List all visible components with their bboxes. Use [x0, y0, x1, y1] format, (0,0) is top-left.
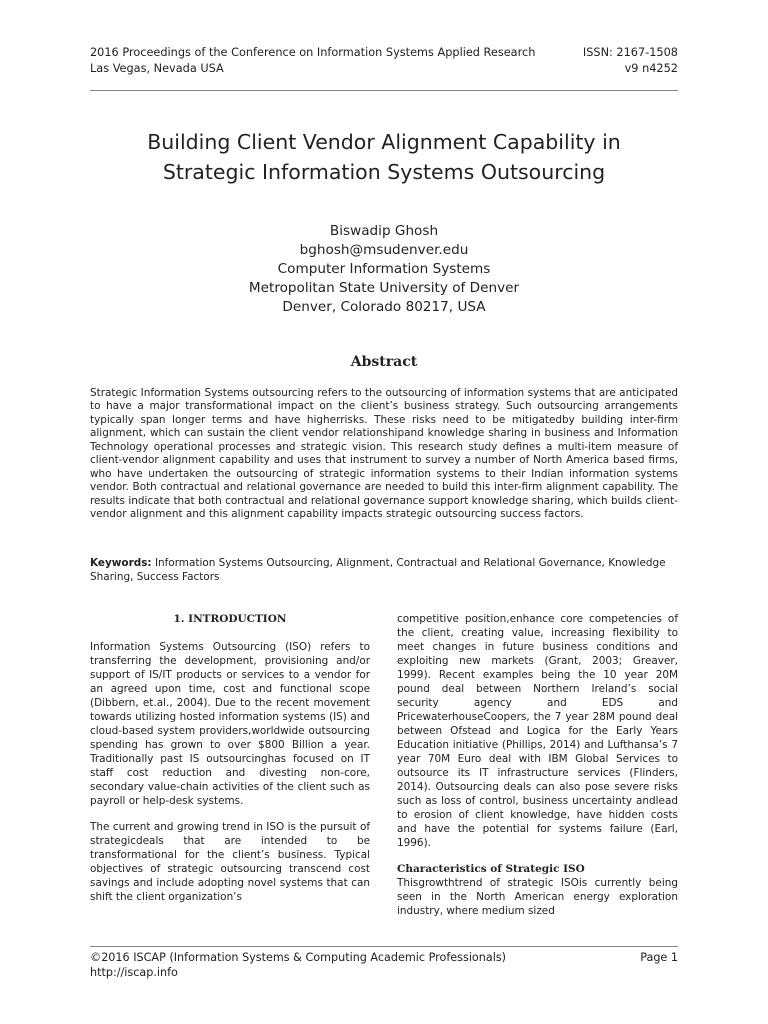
title-line-1: Building Client Vendor Alignment Capability in [147, 130, 621, 154]
paragraph: Information Systems Outsourcing (ISO) refers to transferring the development, provisioning and/or support of IS/IT products or services to a vendor for an agreed upon time, cost and functional scope (Dibbern, et.al., 2004). Due to the recent movement towards utilizing hosted information systems (IS) and cloud-based system providers,worldwide outsourcing spending has grown to over $800 Billion a year. Traditionally past IS outsourcinghas focused on IT staff cost reduction and divesting non-core, secondary value-chain activities of the client such as payroll or help-desk systems. [90, 641, 370, 807]
subsection-heading: Characteristics of Strategic ISO [397, 863, 585, 875]
copyright: ©2016 ISCAP (Information Systems & Computing Academic Professionals) [90, 951, 507, 964]
column-left [90, 612, 370, 916]
footer-rule [90, 946, 678, 947]
paragraph: The current and growing trend in ISO is the pursuit of strategicdeals that are intended to be transformational for the client’s business. Typical objectives of strategic outsourcing transcend cost savings and include adopting novel systems that can shift the client organization’s [90, 821, 370, 903]
page-number: Page 1 [640, 951, 678, 964]
conference-location: Las Vegas, Nevada USA [90, 62, 224, 75]
footer-left [90, 950, 506, 980]
paragraph: competitive position,enhance core competencies of the client, creating value, increasing flexibility to meet changes in future business conditions and exploiting new markets (Grant, 2003; Greaver, 1999). Recent examples being the 10 year 20M pound deal between Northern Ireland’s social security agency and EDS and PricewaterhouseCoopers, the 7 year 28M pound deal between Ofstead and Logica for the Early Years Education initiative (Phillips, 2014) and Lufthansa’s 7 year 70M Euro deal with IBM Global Services to outsource its IT infrastructure services (Flinders, 2014). Outsourcing deals can also pose severe risks such as loss of control, business uncertainty andlead to erosion of client knowledge, have hidden costs and have the potential for systems failure (Earl, 1996). [397, 613, 678, 849]
author-name: Biswadip Ghosh [329, 223, 439, 239]
paper-title [60, 127, 708, 187]
conference-name: 2016 Proceedings of the Conference on Information Systems Applied Research [90, 46, 536, 59]
keywords-text: Information Systems Outsourcing, Alignment, Contractual and Relational Governance, Knowledge Sharing, Success Factors [90, 557, 666, 583]
abstract-heading: Abstract [350, 354, 418, 370]
section-heading-introduction: 1. INTRODUCTION [173, 613, 287, 625]
keywords [90, 556, 678, 584]
volume-number: v9 n4252 [624, 62, 678, 75]
author-location: Denver, Colorado 80217, USA [282, 299, 486, 315]
author-block [90, 222, 678, 317]
title-line-2: Strategic Information Systems Outsourcing [162, 160, 606, 184]
column-right [397, 612, 678, 930]
header-rule [90, 90, 678, 91]
paragraph: Thisgrowthtrend of strategic ISOis currently being seen in the North American energy exploration industry, where medium sized [397, 877, 678, 917]
website: http://iscap.info [90, 966, 178, 979]
header-left [90, 45, 535, 77]
author-department: Computer Information Systems [277, 261, 491, 277]
footer [90, 950, 678, 980]
author-email: bghosh@msudenver.edu [299, 242, 469, 258]
keywords-label: Keywords: [90, 557, 152, 569]
author-institution: Metropolitan State University of Denver [248, 280, 520, 296]
abstract-text: Strategic Information Systems outsourcing refers to the outsourcing of information systems that are anticipated to have a major transformational impact on the client’s business strategy. Such outsourcing arrangements typically span longer terms and have higherrisks. These risks need to be mitigatedby building inter-firm alignment, which can sustain the client vendor relationshipand knowledge sharing in business and Information Technology operational processes and strategic vision. This research study defines a multi-item measure of client-vendor alignment capability and uses that instrument to survey a number of North America based firms, who have undertaken the outsourcing of strategic information systems to their Indian information systems vendor. Both contractual and relational governance are needed to build this inter-firm alignment capability. The results indicate that both contractual and relational governance support knowledge sharing, which builds client-vendor alignment and this alignment capability impacts strategic outsourcing success factors. [90, 387, 678, 521]
header-right [583, 45, 678, 77]
running-header [90, 45, 678, 77]
issn: ISSN: 2167-1508 [582, 46, 678, 59]
